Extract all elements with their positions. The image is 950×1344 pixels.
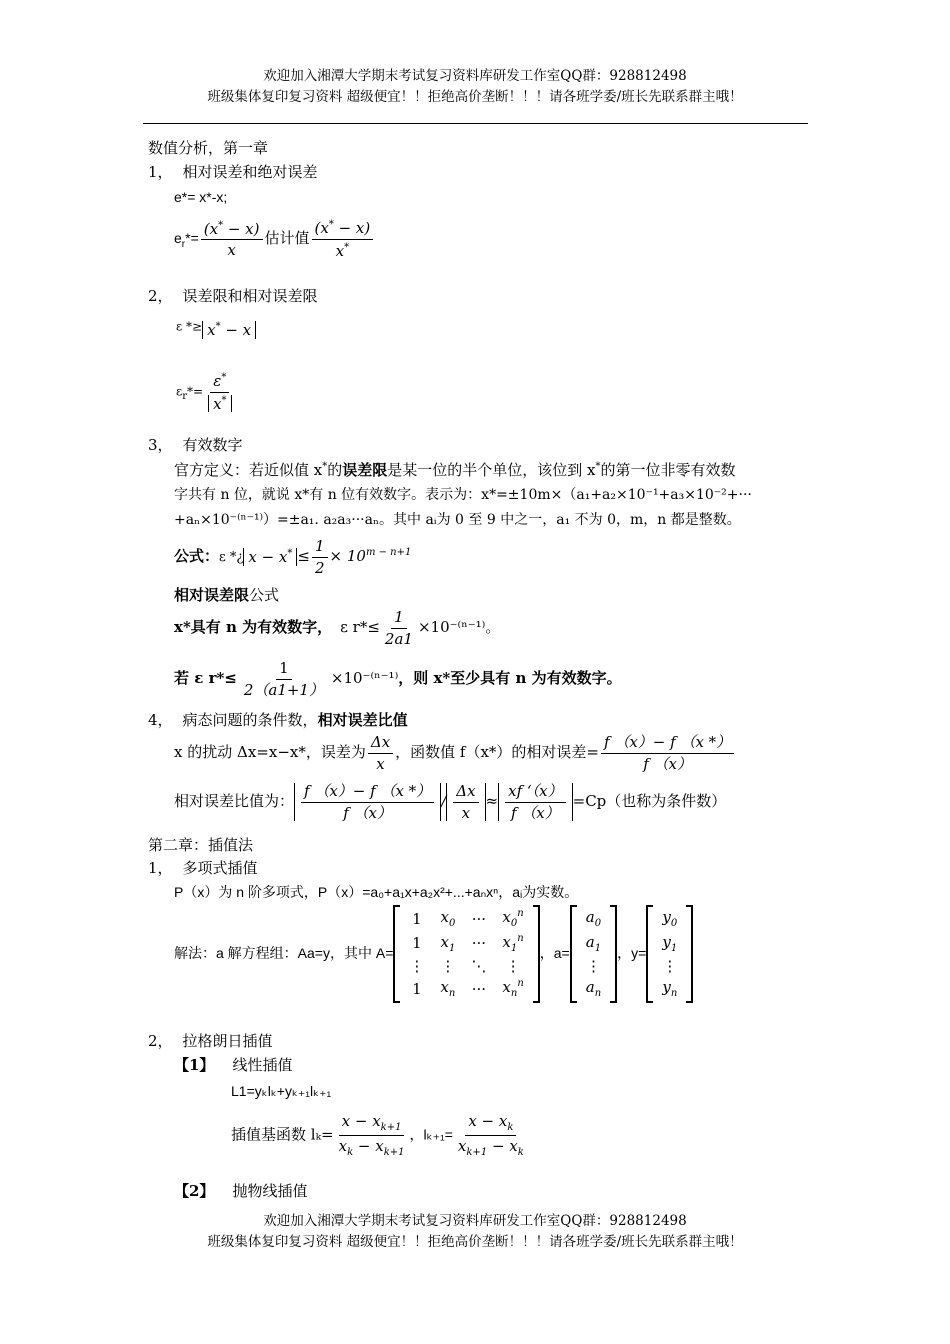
fraction-rel-error: $\frac{(x^* - x)}{x}$ <box>201 220 263 259</box>
condition-line-2: 相对误差比值为： $\frac{f (x)- f (x *)}{f (x)}$ / $\frac{\Delta x}{x}$ ≈ $\frac{xf ‘(x)}{f (x)}$ =Cp（也称为条件数） <box>174 782 727 822</box>
vector-a: $a_0$ $a_1$ ⋮ $a_n$ <box>570 905 617 1003</box>
solution-line: 解法：a 解方程组：Aa=y，其中 A= 1 $x_0$ ··· $x_0^n$ 1 $x_1$ ··· $x_1^n$ ⋮ ⋮ ⋱ ⋮ 1 $x_n$ ··· $x_n^n$ ，a= $a_0$ $a_1$ ⋮ $a_n$ ，y= $y_0$ $y_1$ ⋮ $y_n$ <box>174 905 693 1003</box>
vector-y: $y_0$ $y_1$ ⋮ $y_n$ <box>646 905 693 1003</box>
chapter-2-title: 第二章：插值法 <box>148 836 254 854</box>
definition-line-3: +aₙ×10⁻⁽ⁿ⁻¹⁾）=±a₁. a₂a₃···aₙ。其中 aᵢ为 0 至 9 中之一，a₁ 不为 0，m，n 都是整数。 <box>174 512 741 528</box>
rel-error-bound-heading: 相对误差限公式 <box>174 586 280 604</box>
vandermonde-matrix: 1 $x_0$ ··· $x_0^n$ 1 $x_1$ ··· $x_1^n$ ⋮ ⋮ ⋱ ⋮ 1 $x_n$ ··· $x_n^n$ <box>393 905 539 1003</box>
header-divider <box>143 123 808 124</box>
rel-bound-line-a: x*具有 n 为有效数字， ε r*≤ $\frac{1}{2a1}$ ×10⁻⁽ⁿ⁻¹⁾。 <box>174 608 501 648</box>
section-1-4-heading: 4， 病态问题的条件数，相对误差比值 <box>148 711 408 729</box>
section-2-1-heading: 1， 多项式插值 <box>148 859 258 877</box>
rel-bound-line-b: 若 ε r*≤ $\frac{1}{2(a1+1)}$ ×10⁻⁽ⁿ⁻¹⁾，则 x*至少具有 n 为有效数字。 <box>174 659 622 699</box>
polynomial-definition: P（x）为 n 阶多项式，P（x）=a₀+a₁x+a₂x²+...+aₙxⁿ，aᵢ为实数。 <box>174 884 579 900</box>
rel-error-formula: $e_r*=$ $\frac{(x^* - x)}{x}$ 估计值 $\frac{(x^* - x)}{x^*}$ <box>174 219 375 259</box>
rel-error-bound-formula: $\varepsilon_r*=$ $\frac{\varepsilon^*}{x^*}$ <box>176 372 237 412</box>
linear-interp-formula: L1=yₖlₖ+yₖ₊₁lₖ₊₁ <box>231 1083 332 1099</box>
header-line-1: 欢迎加入湘潭大学期末考试复习资料库研发工作室QQ群：928812498 <box>263 68 687 84</box>
error-bound-formula: ε *≥ x* − x <box>176 315 256 339</box>
basis-function-line: 插值基函数 lₖ= $\frac{x - x_{k+1}}{x_k - x_{k+1}}$ ，lₖ₊₁= $\frac{x - x_k}{x_{k+1} - x_k}$ <box>231 1112 524 1158</box>
section-1-3-heading: 3， 有效数字 <box>148 436 243 454</box>
section-title: 相对误差和绝对误差 <box>182 163 318 181</box>
section-2-2-heading: 2， 拉格朗日插值 <box>148 1032 273 1050</box>
sig-digit-formula: 公式：ε *¿ x − x* ≤ $\frac{1}{2}$ × $10^{m - n+1}$ <box>174 537 412 577</box>
subsection-parabolic: 【2】 抛物线插值 <box>174 1182 308 1200</box>
abs-error-formula: e*= x*-x; <box>174 189 228 205</box>
footer-line-1: 欢迎加入湘潭大学期末考试复习资料库研发工作室QQ群：928812498 <box>263 1213 687 1229</box>
definition-line-2: 字共有 n 位，就说 x*有 n 位有效数字。表示为：x*=±10m×（a₁+a₂×10⁻¹+a₃×10⁻²+··· <box>174 487 752 503</box>
condition-line-1: x 的扰动 Δx=x−x*，误差为 $\frac{\Delta x}{x}$ ，函数值 f（x*）的相对误差= $\frac{f (x)- f (x *)}{f (x)}$ <box>174 734 736 772</box>
chapter-1-title: 数值分析，第一章 <box>148 139 269 157</box>
definition-line-1: 官方定义：若近似值 x*的误差限是某一位的半个单位，该位到 x*的第一位非零有效数 <box>174 461 736 479</box>
section-number: 1， <box>148 163 173 181</box>
subsection-linear: 【1】 线性插值 <box>174 1056 293 1074</box>
fraction-estimate: $\frac{(x^* - x)}{x^*}$ <box>312 219 374 259</box>
footer-line-2: 班级集体复印复习资料 超级便宜！！拒绝高价垄断！！！请各班学委/班长先联系群主哦！ <box>207 1234 743 1250</box>
header-line-2: 班级集体复印复习资料 超级便宜！！拒绝高价垄断！！！请各班学委/班长先联系群主哦！ <box>207 89 743 105</box>
section-1-1-heading <box>148 163 318 181</box>
section-1-2-heading: 2， 误差限和相对误差限 <box>148 287 318 305</box>
